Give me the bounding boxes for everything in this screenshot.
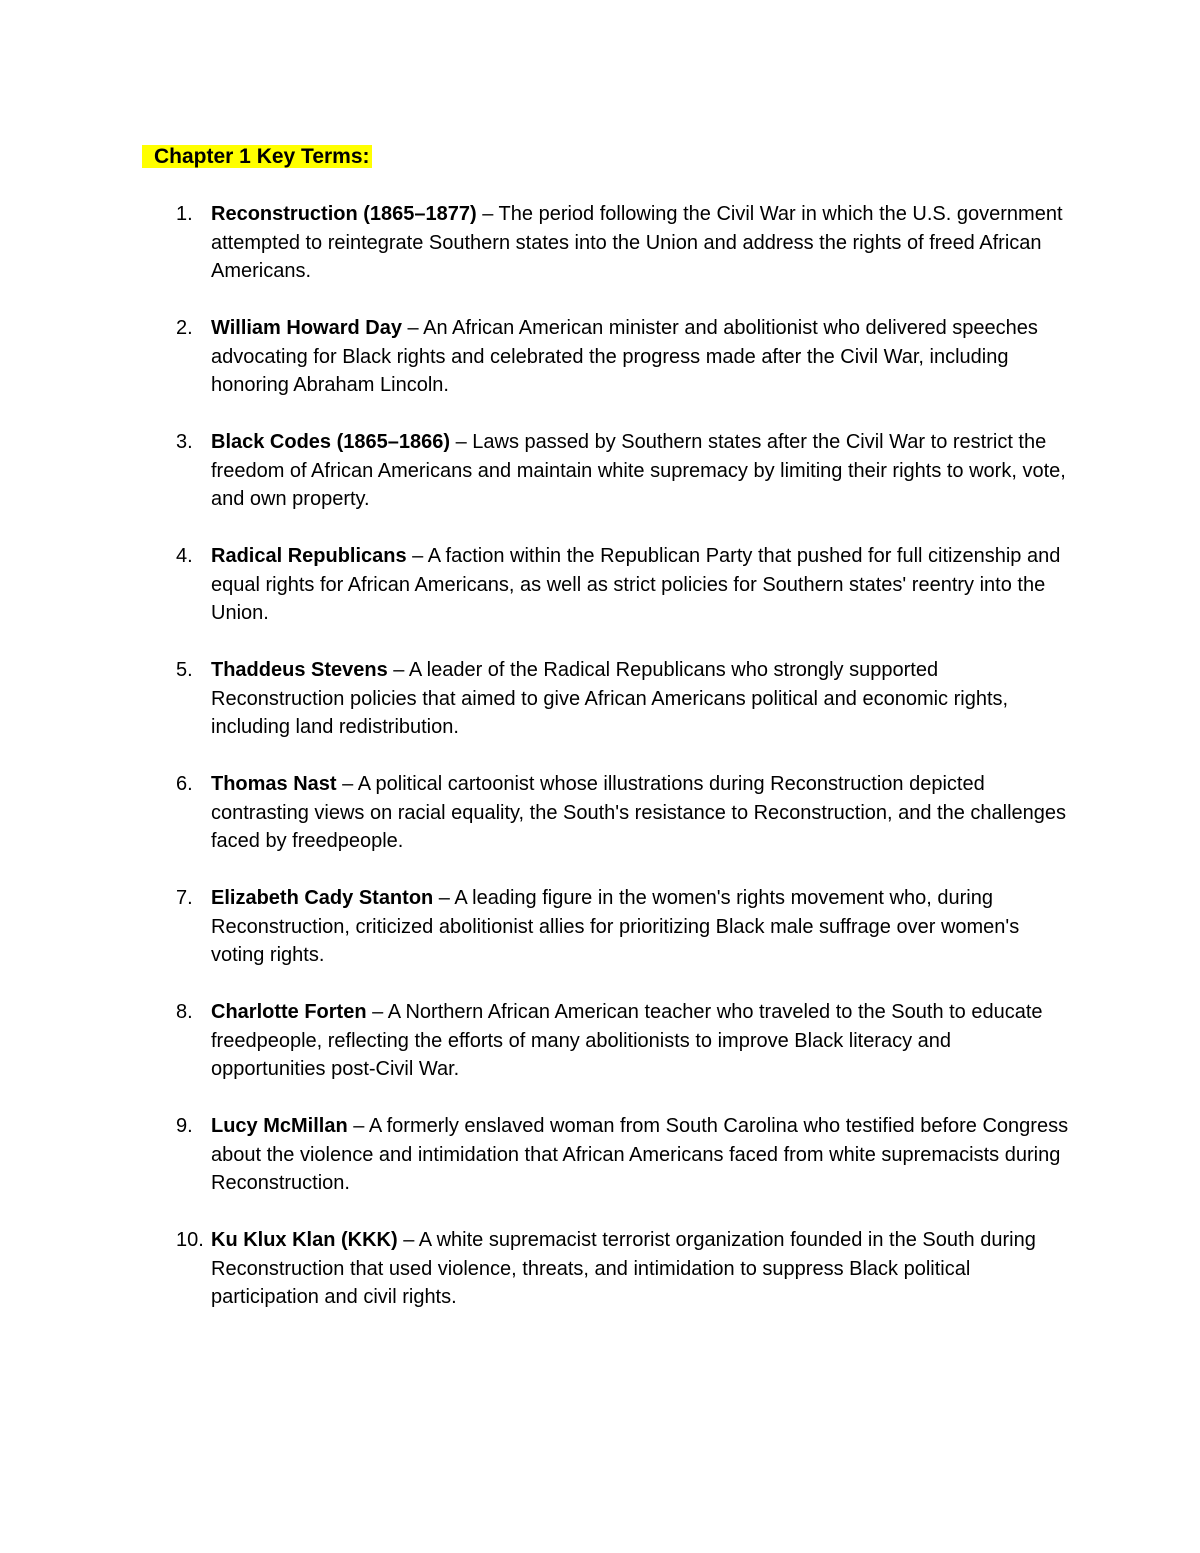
list-item-number: 2. — [176, 317, 193, 339]
list-item-body — [211, 1226, 1071, 1312]
list-item — [0, 542, 1200, 628]
list-item-body — [211, 770, 1071, 856]
list-item-body — [211, 200, 1071, 286]
list-item — [0, 200, 1200, 286]
list-item — [0, 314, 1200, 400]
list-item — [0, 770, 1200, 856]
list-item — [0, 656, 1200, 742]
term-name: Ku Klux Klan (KKK) — [211, 1229, 398, 1251]
term-name: Thaddeus Stevens — [211, 659, 388, 681]
term-name: Lucy McMillan — [211, 1115, 348, 1137]
list-item — [0, 998, 1200, 1084]
key-terms-list — [0, 200, 1200, 1340]
term-name: Reconstruction (1865–1877) — [211, 203, 477, 225]
term-name: Charlotte Forten — [211, 1001, 367, 1023]
term-name: Thomas Nast — [211, 773, 337, 795]
list-item-body — [211, 1112, 1071, 1198]
list-item-number: 8. — [176, 1001, 193, 1023]
term-definition: – A leading figure in the women's rights movement who, during Reconstruction, criticized abolitionist allies for prioritizing Black male suffrage over women's voting rights. — [211, 887, 1020, 966]
term-definition: – A leader of the Radical Republicans who strongly supported Reconstruction policies that aimed to give African Americans political and economic rights, including land redistribution. — [211, 659, 1009, 738]
term-definition: – A faction within the Republican Party that pushed for full citizenship and equal rights for African Americans, as well as strict policies for Southern states' reentry into the Union. — [211, 545, 1061, 624]
term-name: Elizabeth Cady Stanton — [211, 887, 434, 909]
term-name: Radical Republicans — [211, 545, 407, 567]
term-definition: – A white supremacist terrorist organization founded in the South during Reconstruction that used violence, threats, and intimidation to suppress Black political participation and civil rights. — [211, 1229, 1036, 1308]
list-item-number: 4. — [176, 545, 193, 567]
term-name: Black Codes (1865–1866) — [211, 431, 451, 453]
list-item-body — [211, 428, 1071, 514]
term-definition: – An African American minister and abolitionist who delivered speeches advocating for Black rights and celebrated the progress made after the Civil War, including honoring Abraham Lincoln. — [211, 317, 1038, 396]
list-item-body — [211, 314, 1071, 400]
list-item-body — [211, 656, 1071, 742]
chapter-heading — [142, 142, 372, 172]
list-item-body — [211, 884, 1071, 970]
term-definition: – A Northern African American teacher who traveled to the South to educate freedpeople, reflecting the efforts of many abolitionists to improve Black literacy and opportunities post-Civil War. — [211, 1001, 1043, 1080]
chapter-heading-text: Chapter 1 Key Terms: — [142, 145, 372, 168]
list-item-body — [211, 998, 1071, 1084]
list-item-number: 7. — [176, 887, 193, 909]
list-item-body — [211, 542, 1071, 628]
list-item-number: 6. — [176, 773, 193, 795]
term-definition: – A formerly enslaved woman from South Carolina who testified before Congress about the violence and intimidation that African Americans faced from white supremacists during Reconstruction. — [211, 1115, 1069, 1194]
list-item-number: 9. — [176, 1115, 193, 1137]
term-definition: – A political cartoonist whose illustrations during Reconstruction depicted contrasting views on racial equality, the South's resistance to Reconstruction, and the challenges faced by freedpeople. — [211, 773, 1067, 852]
list-item-number: 1. — [176, 203, 193, 225]
list-item — [0, 428, 1200, 514]
list-item — [0, 1226, 1200, 1312]
term-name: William Howard Day — [211, 317, 402, 339]
list-item — [0, 884, 1200, 970]
term-definition: – Laws passed by Southern states after the Civil War to restrict the freedom of African Americans and maintain white supremacy by limiting their rights to work, vote, and own property. — [211, 431, 1066, 510]
list-item-number: 3. — [176, 431, 193, 453]
list-item-number: 10. — [176, 1229, 204, 1251]
term-definition: – The period following the Civil War in which the U.S. government attempted to reintegrate Southern states into the Union and address the rights of freed African Americans. — [211, 203, 1063, 282]
list-item-number: 5. — [176, 659, 193, 681]
list-item — [0, 1112, 1200, 1198]
